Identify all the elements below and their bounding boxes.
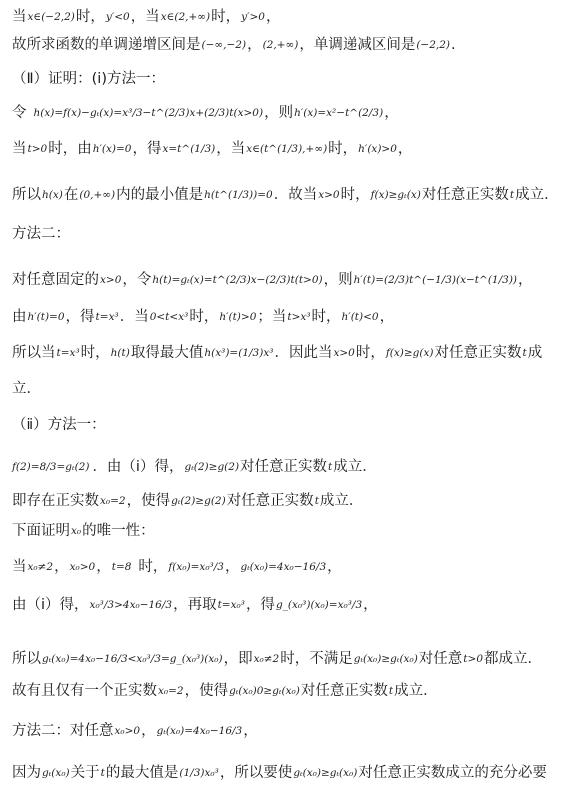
text-line xyxy=(0,452,587,482)
text-segment: 故有且仅有一个正实数 xyxy=(12,683,157,699)
formula: gₜ(2)≥g(2) xyxy=(184,461,240,473)
text-segment: 成立． xyxy=(319,493,364,509)
formula: h(t) xyxy=(110,347,130,359)
formula: f(2)=8/3=gₜ(2) xyxy=(12,461,90,473)
text-segment: 时， xyxy=(311,309,341,325)
text-segment: 的唯一性： xyxy=(82,523,155,539)
text-segment: ， xyxy=(397,141,413,157)
formula: f(x₀)=x₀³/3 xyxy=(168,561,224,573)
text-segment: 因为 xyxy=(12,765,41,781)
formula: t=x₀³ xyxy=(217,599,245,611)
text-segment: ， xyxy=(265,9,281,25)
formula: h′(t)<0 xyxy=(341,311,379,323)
formula: x₀≠2 xyxy=(253,653,280,665)
text-segment: 对任意正实数 xyxy=(434,345,522,361)
formula: gₜ(x₀)=4x₀−16/3 xyxy=(240,561,327,573)
text-segment: 所以 xyxy=(12,187,41,203)
text-segment: ，当 xyxy=(130,9,160,25)
formula: gₜ(x₀)=4x₀−16/3<x₀³/3=g_(x₀³)(x₀) xyxy=(42,653,223,665)
text-segment: 时，不满足 xyxy=(280,651,353,667)
text-line xyxy=(0,180,587,210)
text-segment: ．当 xyxy=(119,309,149,325)
text-segment: 时， xyxy=(80,345,110,361)
text-segment: ，得 xyxy=(245,597,275,613)
text-segment: 成立． xyxy=(333,459,377,475)
formula: h′(x)=x²−t^(2/3) xyxy=(294,107,384,119)
formula: h′(t)=(2/3)t^(−1/3)(x−t^(1/3)) xyxy=(353,274,518,286)
formula: t xyxy=(522,347,527,359)
text-segment: ， xyxy=(54,559,69,575)
formula: y′>0 xyxy=(241,11,265,23)
text-segment: 的最大值是 xyxy=(105,765,179,781)
formula: gₜ(x₀)0≥gₜ(x₀) xyxy=(229,685,300,697)
text-line xyxy=(0,265,587,295)
text-segment: 方法二： xyxy=(12,226,70,242)
text-segment: ，再取 xyxy=(173,597,217,613)
text-segment: 成立． xyxy=(515,187,559,203)
text-line xyxy=(0,552,587,582)
text-segment: ，令 xyxy=(122,272,152,288)
text-segment: ．由（ⅰ）得， xyxy=(92,459,184,475)
text-segment: 对任意正实数 xyxy=(226,493,314,509)
text-segment: ，使得 xyxy=(184,683,229,699)
text-line xyxy=(0,590,587,620)
text-segment: 时， xyxy=(189,309,219,325)
text-line xyxy=(0,64,587,94)
formula: (1/3)x₀³ xyxy=(179,767,219,779)
text-line xyxy=(0,758,587,788)
formula: t=8 xyxy=(111,561,132,573)
text-segment: ， xyxy=(384,105,399,121)
text-segment: . xyxy=(451,37,456,53)
formula: x₀>0 xyxy=(69,561,96,573)
formula: h(x)=f(x)−gₜ(x)=x³/3−t^(2/3)x+(2/3)t(x>0) xyxy=(33,107,264,119)
formula: gₜ(2)≥g(2) xyxy=(171,495,226,507)
formula: h′(t)=0 xyxy=(27,311,65,323)
text-segment: 故所求函数的单调递增区间是 xyxy=(12,37,201,53)
text-line xyxy=(0,338,587,368)
text-segment: 所以 xyxy=(12,651,41,667)
formula: t>x³ xyxy=(287,311,311,323)
text-segment: 对任意正实数 xyxy=(240,459,328,475)
text-segment: 成 xyxy=(527,345,543,361)
text-segment: 所以当 xyxy=(12,345,56,361)
formula: x>0 xyxy=(318,189,340,201)
formula: h(t)=gₜ(x)=t^(2/3)x−(2/3)t(t>0) xyxy=(152,274,323,286)
text-segment: 当 xyxy=(12,141,27,157)
formula: gₜ(x₀)≥gₜ(x₀) xyxy=(293,767,358,779)
formula: h(x) xyxy=(42,189,63,201)
text-segment: 方法二：对任意 xyxy=(12,723,114,739)
formula: t xyxy=(388,685,394,697)
text-segment: 内的最小值是 xyxy=(116,187,204,203)
formula: t>0 xyxy=(463,653,483,665)
text-segment: （Ⅱ）证明：(ⅰ)方法一： xyxy=(12,71,165,87)
text-segment: ， xyxy=(141,723,156,739)
text-segment: 关于 xyxy=(70,765,100,781)
formula: t xyxy=(328,461,333,473)
text-segment: ，使得 xyxy=(126,493,171,509)
text-segment: ， xyxy=(518,272,533,288)
text-segment: 对任意 xyxy=(418,651,463,667)
text-line xyxy=(0,30,587,60)
formula: g_(x₀³)(x₀)=x₀³/3 xyxy=(275,599,363,611)
text-segment: 时，由 xyxy=(48,141,92,157)
formula: x₀ xyxy=(71,525,82,537)
text-line xyxy=(0,410,587,440)
text-line xyxy=(0,644,587,674)
text-segment: 即存在正实数 xyxy=(12,493,99,509)
text-line xyxy=(0,374,587,404)
text-line xyxy=(0,134,587,164)
text-segment: 当 xyxy=(12,9,27,25)
text-segment: 时， xyxy=(340,187,370,203)
text-segment: ，所以要使 xyxy=(219,765,293,781)
text-segment: 时， xyxy=(211,9,241,25)
formula: x>0 xyxy=(100,274,122,286)
formula: t xyxy=(509,189,515,201)
formula: h′(x)>0 xyxy=(358,143,397,155)
formula: x=t^(1/3) xyxy=(162,143,216,155)
formula: 0<t<x³ xyxy=(149,311,189,323)
formula: h′(x)=0 xyxy=(92,143,132,155)
formula: t xyxy=(100,767,105,779)
formula: x₀=2 xyxy=(100,495,126,507)
formula: f(x)≥g(x) xyxy=(385,347,434,359)
text-segment: ，得 xyxy=(65,309,95,325)
formula: x₀=2 xyxy=(158,685,184,697)
text-segment: ， xyxy=(379,309,395,325)
formula: t=x³ xyxy=(95,311,119,323)
text-segment: ，单调递减区间是 xyxy=(299,37,416,53)
text-line xyxy=(0,676,587,706)
text-segment: 由 xyxy=(12,309,27,325)
text-segment: 由（ⅰ）得， xyxy=(12,597,89,613)
text-segment: ，即 xyxy=(223,651,253,667)
text-line xyxy=(0,219,587,249)
formula: h′(t)>0 xyxy=(219,311,257,323)
text-segment: 时， xyxy=(75,9,105,25)
formula: t xyxy=(314,495,319,507)
formula: x₀³/3>4x₀−16/3 xyxy=(89,599,173,611)
text-segment: 取得最大值 xyxy=(130,345,204,361)
text-line xyxy=(0,486,587,516)
text-segment: 当 xyxy=(12,559,27,575)
text-segment: ，当 xyxy=(216,141,246,157)
formula: gₜ(x₀)≥gₜ(x₀) xyxy=(353,653,418,665)
text-segment: ， xyxy=(247,37,262,53)
text-segment: 时， xyxy=(355,345,385,361)
formula: h(x³)=(1/3)x³ xyxy=(204,347,274,359)
text-segment: ， xyxy=(363,597,378,613)
formula: x∈(2,+∞) xyxy=(160,11,211,23)
text-segment: 对任意正实数 xyxy=(300,683,388,699)
text-segment: 在 xyxy=(63,187,79,203)
formula: (−2,2) xyxy=(416,39,451,51)
formula: t=x³ xyxy=(56,347,80,359)
text-segment: 时， xyxy=(138,559,168,575)
text-segment: ， xyxy=(327,559,342,575)
text-segment: ， xyxy=(243,723,258,739)
text-line xyxy=(0,516,587,546)
text-segment: 都成立． xyxy=(484,651,542,667)
formula: (0,+∞) xyxy=(79,189,116,201)
text-segment: 对任意正实数成立的充分必要 xyxy=(358,765,547,781)
text-line xyxy=(0,716,587,746)
formula: x∈(−2,2) xyxy=(27,11,75,23)
formula: gₜ(x₀) xyxy=(42,767,70,779)
text-line xyxy=(0,302,587,332)
formula: (2,+∞) xyxy=(262,39,299,51)
formula: x>0 xyxy=(333,347,355,359)
text-segment: 下面证明 xyxy=(12,523,70,539)
text-segment: 时， xyxy=(328,141,358,157)
text-segment: 对任意固定的 xyxy=(12,272,99,288)
formula: f(x)≥gₜ(x) xyxy=(370,189,421,201)
text-segment: 对任意正实数 xyxy=(421,187,509,203)
formula: (−∞,−2) xyxy=(201,39,247,51)
text-line xyxy=(0,2,587,32)
formula: h(t^(1/3))=0 xyxy=(204,189,273,201)
text-segment: ，则 xyxy=(323,272,353,288)
formula: x∈(t^(1/3),+∞) xyxy=(246,143,328,155)
text-segment: ，则 xyxy=(264,105,294,121)
formula: x₀>0 xyxy=(114,725,141,737)
text-segment: ，得 xyxy=(132,141,162,157)
text-segment: ；当 xyxy=(257,309,287,325)
text-segment: ， xyxy=(96,559,111,575)
text-segment: （ⅱ）方法一： xyxy=(12,417,106,433)
formula: x₀≠2 xyxy=(27,561,54,573)
text-segment: 令 xyxy=(12,105,27,121)
text-segment: 立． xyxy=(12,381,41,397)
text-segment: ．因此当 xyxy=(274,345,333,361)
formula: y′<0 xyxy=(105,11,130,23)
text-segment: 成立． xyxy=(394,683,438,699)
formula: t>0 xyxy=(27,143,48,155)
text-line xyxy=(0,98,587,128)
text-segment: ， xyxy=(225,559,240,575)
text-segment: ．故当 xyxy=(273,187,318,203)
formula: gₜ(x₀)=4x₀−16/3 xyxy=(156,725,243,737)
